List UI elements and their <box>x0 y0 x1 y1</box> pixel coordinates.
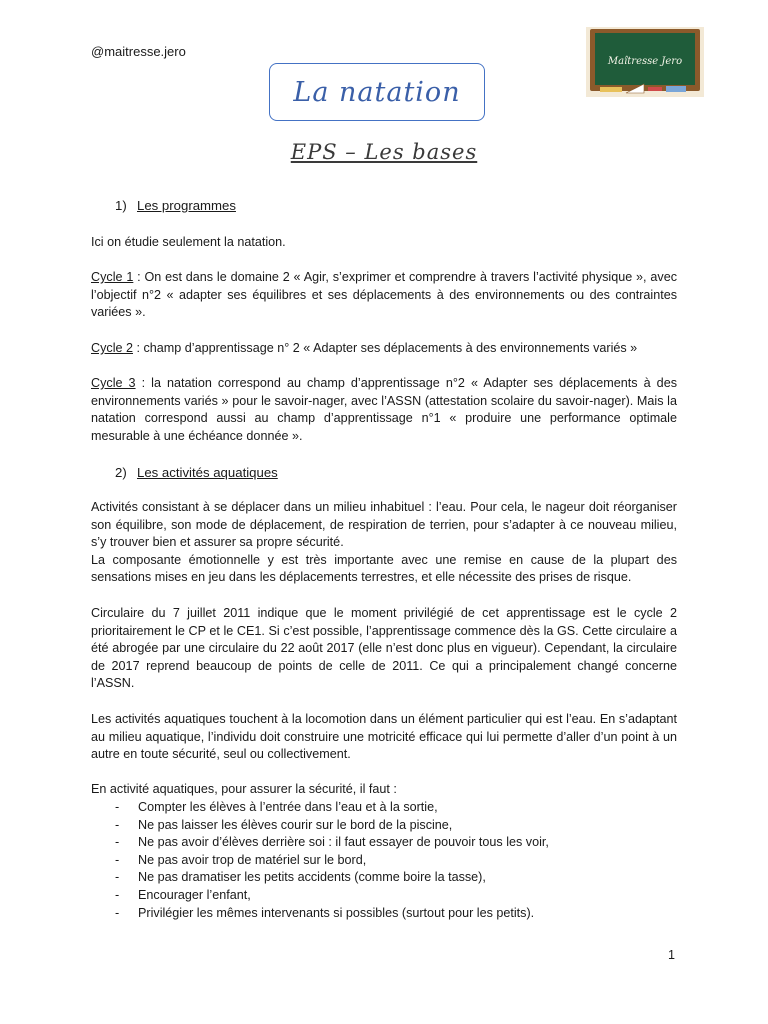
safety-list <box>91 799 677 922</box>
cycle1-label: Cycle 1 <box>91 270 134 284</box>
list-item-text: Ne pas laisser les élèves courir sur le bord de la piscine, <box>138 817 453 832</box>
cycle1-paragraph <box>91 269 677 322</box>
chalkboard-logo <box>586 27 704 97</box>
list-item <box>91 869 677 887</box>
document-subtitle: EPS – Les bases <box>290 140 478 164</box>
bullet-dash: - <box>115 887 120 902</box>
list-item-text: Ne pas dramatiser les petits accidents (comme boire la tasse), <box>138 870 486 885</box>
bullet-dash: - <box>115 817 120 832</box>
cycle2-paragraph <box>91 340 677 358</box>
title-box <box>269 63 485 121</box>
section-title: Les activités aquatiques <box>137 465 278 480</box>
safety-intro-paragraph <box>91 781 677 799</box>
cycle3-text: : la natation correspond au champ d’apprentissage n°2 « Adapter ses déplacements à des environnements variés » pour le savoir-nager, avec l’ASSN (attestation scolaire du savoir-nager). Mais la natation correspond aussi au champ d’apprentissage n°1 « produire une performance optimale mesurable à une échéance donnée ». <box>91 376 677 443</box>
locomotion-text: Les activités aquatiques touchent à la locomotion dans un élément particulier qui est l’eau. En s’adaptant au milieu aquatique, l’individu doit construire une motricité efficace qui lui permette d’aller d’un point à un autre en toute sécurité, seul ou collectivement. <box>91 712 677 762</box>
circulaire-text: Circulaire du 7 juillet 2011 indique que le moment privilégié de cet apprentissage est le cycle 2 prioritairement le CP et le CE1. Si c’est possible, l’apprentissage commence dès la GS. Cette circulaire a été abrogée par une circulaire du 22 août 2017 (elle n’est donc plus en vigueur). Cependant, la circulaire de 2017 reprend beaucoup de points de celle de 2011. Ce qui a principalement changé concerne l’ASSN. <box>91 606 677 691</box>
bullet-dash: - <box>115 870 120 885</box>
list-item-text: Encourager l’enfant, <box>138 887 251 902</box>
document-title: La natation <box>293 76 461 108</box>
list-item-text: Ne pas avoir d’élèves derrière soi : il faut essayer de pouvoir tous les voir, <box>138 835 549 850</box>
safety-intro: En activité aquatiques, pour assurer la sécurité, il faut : <box>91 782 397 796</box>
section-number: 2) <box>115 465 127 480</box>
circulaire-paragraph <box>91 605 677 693</box>
locomotion-paragraph <box>91 711 677 764</box>
subtitle-row <box>0 140 768 164</box>
cycle2-label: Cycle 2 <box>91 341 133 355</box>
intro-paragraph <box>91 234 677 252</box>
intro-text: Ici on étudie seulement la natation. <box>91 235 286 249</box>
activities-text-2: La composante émotionnelle y est très importante avec une remise en cause de la plupart des sensations mises en jeu dans les déplacements terrestres, et elle nécessite des prises de risque. <box>91 552 677 585</box>
list-item-text: Ne pas avoir trop de matériel sur le bord, <box>138 852 367 867</box>
bullet-dash: - <box>115 905 120 920</box>
bullet-dash: - <box>115 835 120 850</box>
list-item <box>91 905 677 923</box>
list-item <box>91 799 677 817</box>
list-item-text: Compter les élèves à l’entrée dans l’eau et à la sortie, <box>138 800 438 814</box>
list-item <box>91 852 677 870</box>
page-number: 1 <box>668 948 676 962</box>
list-item <box>91 817 677 835</box>
list-item <box>91 887 677 905</box>
cycle1-text: : On est dans le domaine 2 « Agir, s’exprimer et comprendre à travers l’activité physique », avec l’objectif n°2 « adapter ses équilibres et ses déplacements à des environnements ou des contraintes variées ». <box>91 270 677 320</box>
cycle3-paragraph <box>91 375 677 445</box>
cycle3-label: Cycle 3 <box>91 376 136 390</box>
author-handle: @maitresse.jero <box>91 44 186 59</box>
section-title: Les programmes <box>137 198 236 213</box>
activities-paragraph <box>91 499 677 587</box>
section-number: 1) <box>115 198 127 213</box>
cycle2-text: : champ d’apprentissage n° 2 « Adapter ses déplacements à des environnements variés » <box>133 341 638 355</box>
activities-text-1: Activités consistant à se déplacer dans un milieu inhabituel : l’eau. Pour cela, le nageur doit réorganiser son équilibre, son mode de déplacement, de respiration de terrien, pour s’adapter à ce nouveau milieu, s’y trouver bien et assurer sa propre sécurité. <box>91 500 677 550</box>
svg-text:Maîtresse Jero: Maîtresse Jero <box>607 56 683 67</box>
list-item-text: Privilégier les mêmes intervenants si possibles (surtout pour les petits). <box>138 905 535 920</box>
bullet-dash: - <box>115 800 120 814</box>
list-item <box>91 834 677 852</box>
bullet-dash: - <box>115 852 120 867</box>
